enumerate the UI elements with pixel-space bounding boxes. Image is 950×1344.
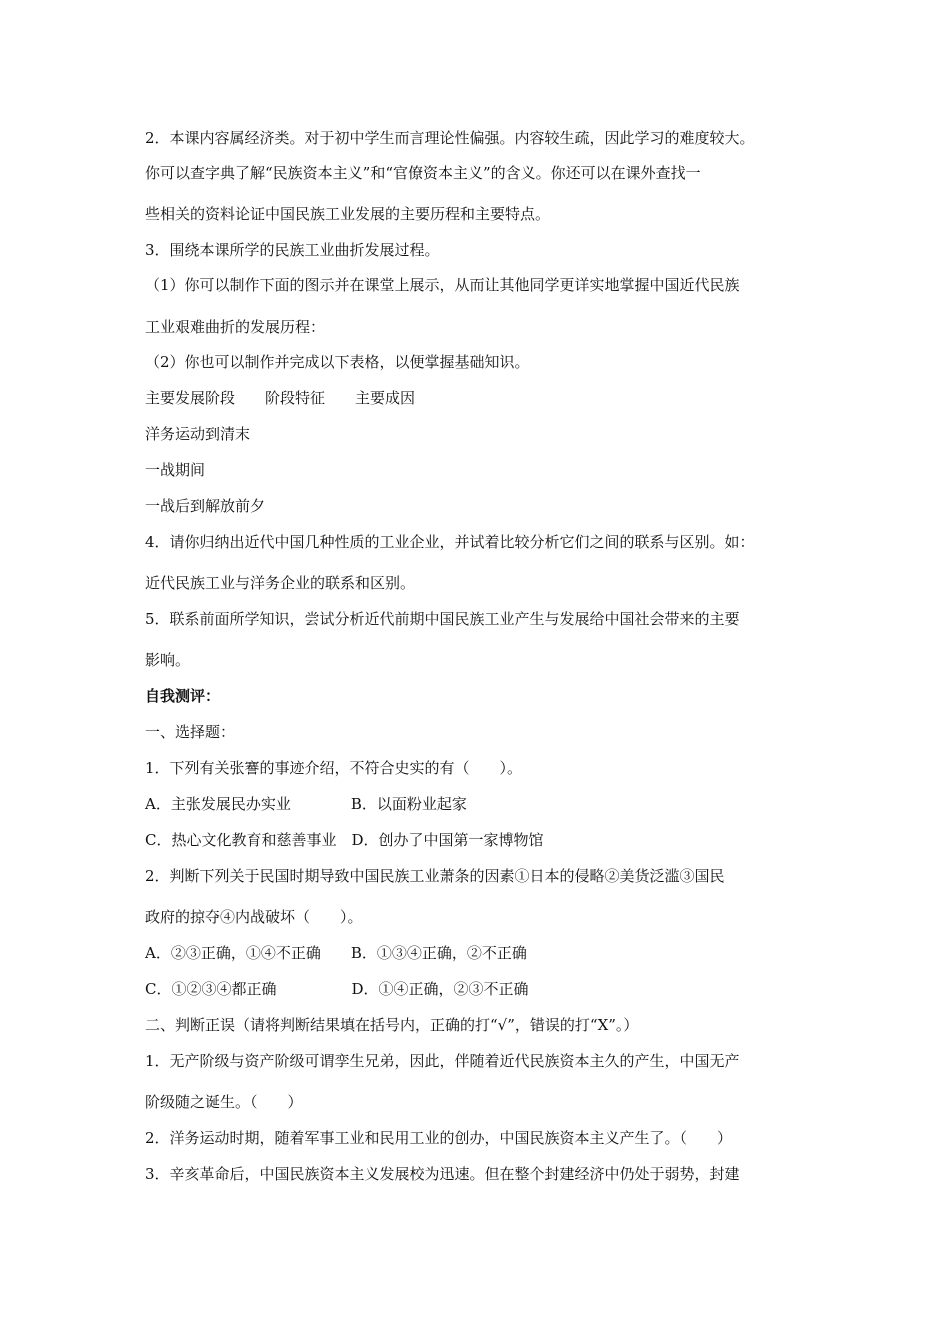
text-line: 些相关的资料论证中国民族工业发展的主要历程和主要特点。 xyxy=(145,205,551,223)
option-line: A．②③正确，①④不正确 B．①③④正确，②不正确 xyxy=(145,944,527,962)
text-line: 你可以查字典了解“民族资本主义”和“官僚资本主义”的含义。你还可以在课外查找一 xyxy=(145,164,701,182)
option-line: C．热心文化教育和慈善事业 D．创办了中国第一家博物馆 xyxy=(145,831,544,849)
subsection-heading: 一、选择题： xyxy=(145,723,236,741)
text-line: 工业艰难曲折的发展历程： xyxy=(145,318,326,336)
text-line: 2．本课内容属经济类。对于初中学生而言理论性偏强。内容较生疏，因此学习的难度较大。 xyxy=(145,129,755,147)
question-line: 政府的掠夺④内战破坏（ ）。 xyxy=(145,908,363,926)
question-line: 1．无产阶级与资产阶级可谓孪生兄弟，因此，伴随着近代民族资本主久的产生，中国无产 xyxy=(145,1052,740,1070)
text-line: 影响。 xyxy=(145,651,191,669)
text-line: （1）你可以制作下面的图示并在课堂上展示，从而让其他同学更详实地掌握中国近代民族 xyxy=(145,276,740,294)
question-line: 1．下列有关张謇的事迹介绍，不符合史实的有（ ）。 xyxy=(145,759,523,777)
subsection-heading: 二、判断正误（请将判断结果填在括号内，正确的打“√”，错误的打“X”。） xyxy=(145,1016,639,1034)
text-line: 3．围绕本课所学的民族工业曲折发展过程。 xyxy=(145,241,440,259)
question-line: 2．洋务运动时期，随着军事工业和民用工业的创办，中国民族资本主义产生了。（ ） xyxy=(145,1129,733,1147)
section-heading: 自我测评： xyxy=(145,687,221,705)
text-line: 5．联系前面所学知识，尝试分析近代前期中国民族工业产生与发展给中国社会带来的主要 xyxy=(145,610,740,628)
question-line: 2．判断下列关于民国时期导致中国民族工业萧条的因素①日本的侵略②美货泛滥③国民 xyxy=(145,867,725,885)
question-line: 阶级随之诞生。（ ） xyxy=(145,1093,303,1111)
table-row-label: 一战期间 xyxy=(145,461,206,479)
text-line: （2）你也可以制作并完成以下表格，以便掌握基础知识。 xyxy=(145,353,530,371)
text-line: 4．请你归纳出近代中国几种性质的工业企业，并试着比较分析它们之间的联系与区别。如： xyxy=(145,533,755,551)
table-header-line: 主要发展阶段 阶段特征 主要成因 xyxy=(145,389,416,407)
table-row-label: 一战后到解放前夕 xyxy=(145,497,266,515)
option-line: A．主张发展民办实业 B．以面粉业起家 xyxy=(145,795,467,813)
table-row-label: 洋务运动到清末 xyxy=(145,425,251,443)
text-line: 近代民族工业与洋务企业的联系和区别。 xyxy=(145,574,416,592)
question-line: 3．辛亥革命后，中国民族资本主义发展校为迅速。但在整个封建经济中仍处于弱势，封建 xyxy=(145,1165,740,1183)
option-line: C．①②③④都正确 D．①④正确，②③不正确 xyxy=(145,980,529,998)
